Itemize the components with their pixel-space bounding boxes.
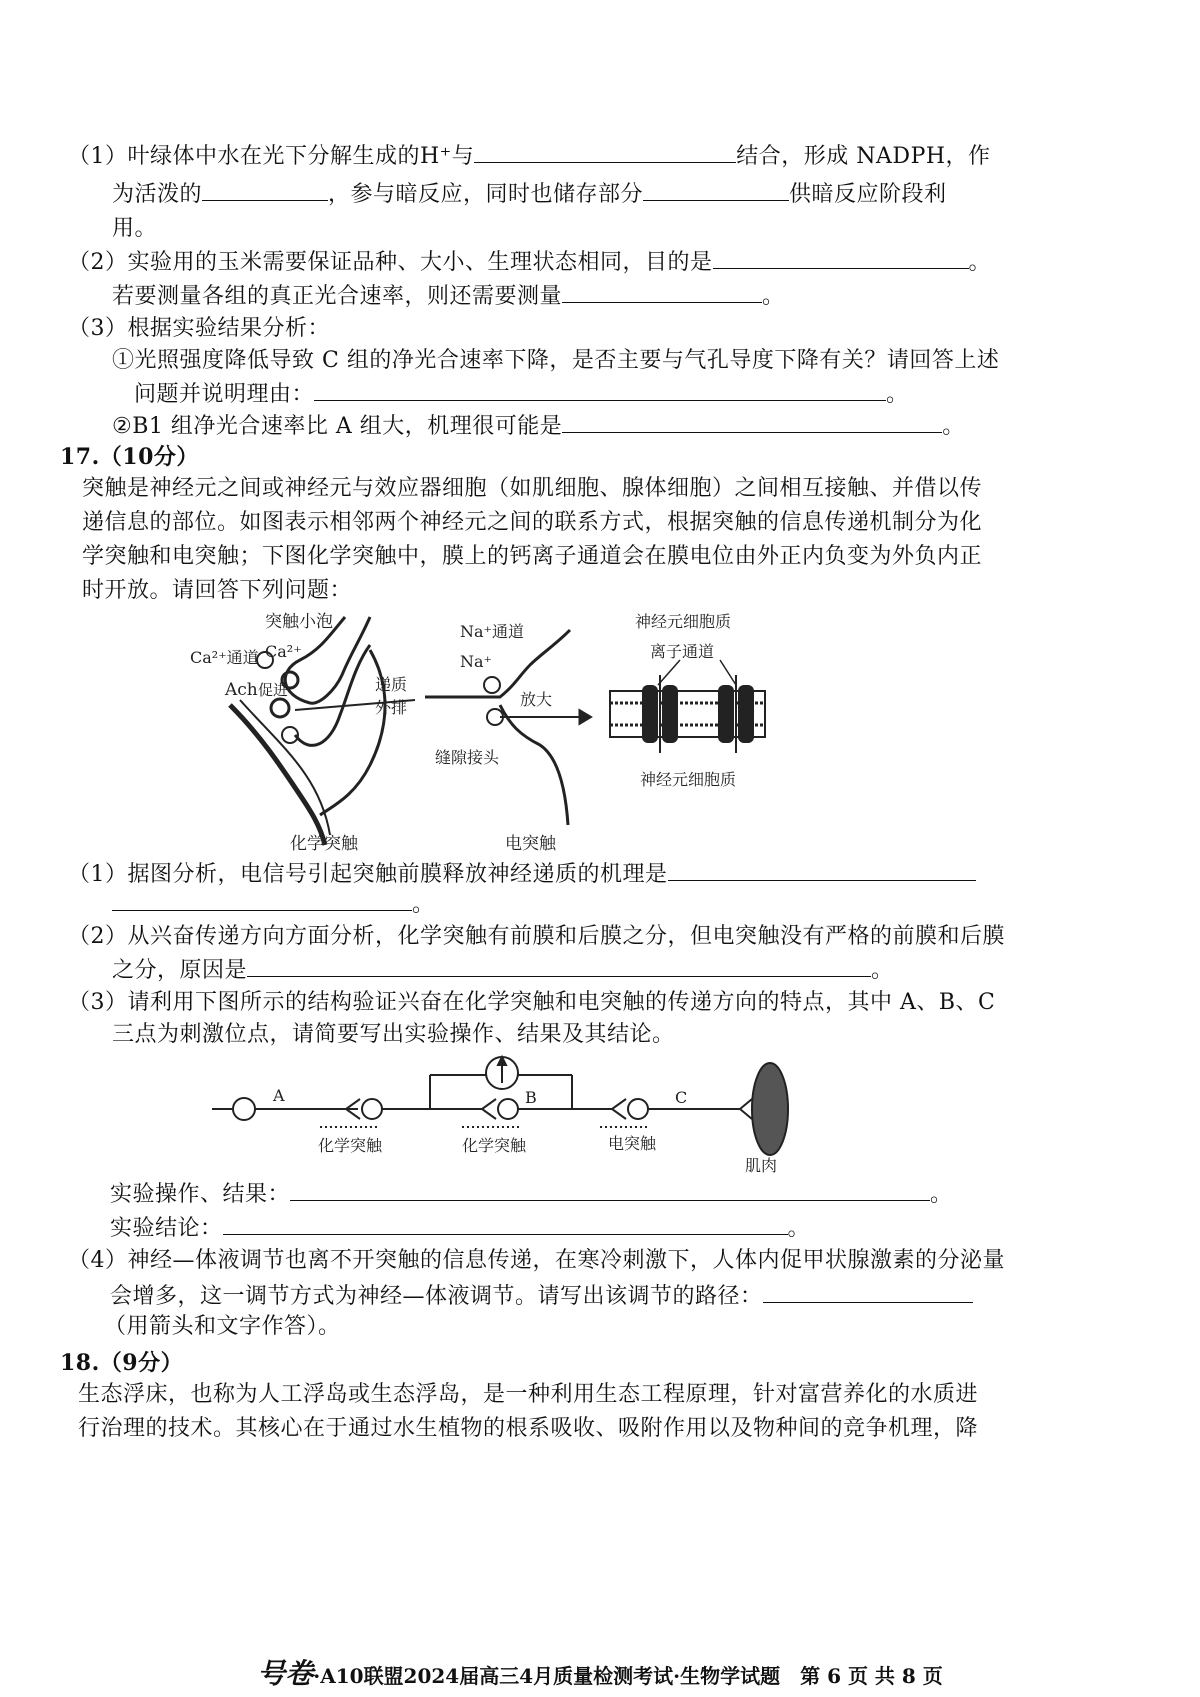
q16-p1-text-d: ，参与暗反应，同时也储存部分 xyxy=(328,182,644,207)
q17-intro-line3: 学突触和电突触；下图化学突触中，膜上的钙离子通道会在膜电位由外正内负变为外负内正 xyxy=(82,544,983,569)
chem-synapse-caption: 化学突触 xyxy=(290,834,358,854)
elec-gap-junction-label: 缝隙接头 xyxy=(435,748,500,767)
q17-answer2 xyxy=(110,1212,810,1244)
q16-p1-text-b: 结合，形成 NADPH，作 xyxy=(736,144,991,169)
elec-na-label: Na⁺ xyxy=(460,652,492,671)
q17-intro-line4: 时开放。请回答下列问题： xyxy=(82,578,353,603)
q16-p3-line1 xyxy=(68,314,330,344)
q16-p1-line3 xyxy=(112,214,157,244)
chem-ca-label: Ca²⁺ xyxy=(265,642,302,661)
q17-s2-line2 xyxy=(112,954,894,986)
q16-p3-text-a: （3）根据实验结果分析： xyxy=(68,316,330,341)
period: 。 xyxy=(942,414,965,439)
q17-s1-text: （1）据图分析，电信号引起突触前膜释放神经递质的机理是 xyxy=(68,862,668,887)
period: 。 xyxy=(412,892,435,917)
q16-p3-line2 xyxy=(112,346,999,376)
q17-intro-line2: 递信息的部位。如图表示相邻两个神经元之间的联系方式，根据突触的信息传递机制分为化 xyxy=(82,510,983,535)
answer-blank[interactable] xyxy=(763,1280,973,1303)
answer2-label: 实验结论： xyxy=(110,1216,223,1241)
answer-blank[interactable] xyxy=(562,280,762,303)
chem-release-label-1: 递质 xyxy=(375,675,408,694)
answer-blank[interactable] xyxy=(474,140,736,163)
q16-p3-line4 xyxy=(112,410,965,442)
q17-s2-text: 之分，原因是 xyxy=(112,958,248,983)
answer-blank[interactable] xyxy=(562,410,942,433)
q18-intro-line2: 行治理的技术。其核心在于通过水生植物的根系吸收、吸附作用以及物种间的竞争机理，降 xyxy=(78,1416,979,1441)
synapse-figure xyxy=(170,605,830,855)
q16-p1-text-e: 供暗反应阶段利 xyxy=(789,182,947,207)
q17-s4-line2 xyxy=(110,1280,973,1312)
footer-text: ·A10联盟2024届高三4月质量检测考试·生物学试题 第 6 页 共 8 页 xyxy=(313,1664,943,1688)
q18-intro-line1: 生态浮床，也称为人工浮岛或生态浮岛，是一种利用生态工程原理，针对富营养化的水质进 xyxy=(78,1382,979,1407)
q16-p2-line2 xyxy=(112,280,785,312)
q16-p1-text-a: （1）叶绿体中水在光下分解生成的H⁺与 xyxy=(68,144,475,169)
q16-p2-text-a: （2）实验用的玉米需要保证品种、大小、生理状态相同，目的是 xyxy=(68,250,713,275)
period: 。 xyxy=(930,1182,953,1207)
period: 。 xyxy=(871,958,894,983)
chem-promote-label: 促进 xyxy=(258,681,289,699)
synapse-label-2: 化学突触 xyxy=(462,1136,527,1155)
elec-na-channel-label: Na⁺通道 xyxy=(460,622,524,641)
period: 。 xyxy=(762,284,785,309)
q16-p2-text-b: 若要测量各组的真正光合速率，则还需要测量 xyxy=(112,284,563,309)
brand-logo: 号卷 xyxy=(257,1657,314,1690)
synapse-label-1: 化学突触 xyxy=(318,1136,383,1155)
q16-p1-text-f: 用。 xyxy=(112,216,158,241)
elec-synapse-caption: 电突触 xyxy=(505,834,556,854)
q17-s4-text: 会增多，这一调节方式为神经—体液调节。请写出该调节的路径： xyxy=(110,1284,763,1309)
mem-cytoplasm-bottom-label: 神经元细胞质 xyxy=(640,770,737,789)
q17-header: 17.（10分） xyxy=(60,444,199,470)
answer-blank[interactable] xyxy=(314,378,886,401)
neuron-chain-figure xyxy=(200,1045,800,1180)
mem-cytoplasm-top-label: 神经元细胞质 xyxy=(635,612,732,631)
q16-p3-text-b: ①光照强度降低导致 C 组的净光合速率下降，是否主要与气孔导度下降有关？请回答上述 xyxy=(112,348,1000,373)
membrane-channel-drawing xyxy=(610,660,765,753)
q17-s2-line1: （2）从兴奋传递方向方面分析，化学突触有前膜和后膜之分，但电突触没有严格的前膜和后膜 xyxy=(68,924,1006,949)
mem-ion-channel-label: 离子通道 xyxy=(650,642,715,661)
answer-blank[interactable] xyxy=(290,1178,930,1201)
point-b-label: B xyxy=(525,1088,537,1107)
q16-p3-text-c: 问题并说明理由： xyxy=(134,382,315,407)
period: 。 xyxy=(968,250,992,275)
q16-p3-line3 xyxy=(134,378,909,410)
answer-blank[interactable] xyxy=(223,1212,788,1235)
q16-p3-text-d: ②B1 组净光合速率比 A 组大，机理很可能是 xyxy=(112,414,563,439)
period: 。 xyxy=(787,1216,811,1241)
answer-blank[interactable] xyxy=(713,246,969,269)
q17-s3-line2: 三点为刺激位点，请简要写出实验操作、结果及其结论。 xyxy=(112,1022,675,1047)
answer-blank[interactable] xyxy=(643,178,789,201)
point-c-label: C xyxy=(675,1088,688,1107)
answer-blank[interactable] xyxy=(112,888,412,911)
answer-blank[interactable] xyxy=(668,858,976,881)
chem-ach-label: Ach xyxy=(225,680,258,700)
electrical-synapse-drawing xyxy=(425,630,590,825)
q17-intro-line1: 突触是神经元之间或神经元与效应器细胞（如肌细胞、腺体细胞）之间相互接触、并借以传 xyxy=(82,476,983,501)
muscle-shape xyxy=(752,1063,788,1155)
synapse-label-3: 电突触 xyxy=(608,1134,657,1153)
answer-blank[interactable] xyxy=(202,178,328,201)
q17-s3-line1: （3）请利用下图所示的结构验证兴奋在化学突触和电突触的传递方向的特点，其中 A、B、C xyxy=(68,990,996,1015)
q18-header: 18.（9分） xyxy=(60,1350,184,1376)
period: 。 xyxy=(886,382,909,407)
q16-p2-line1 xyxy=(68,246,991,278)
answer1-label: 实验操作、结果： xyxy=(110,1182,291,1207)
elec-amplify-label: 放大 xyxy=(520,690,553,709)
q16-p1-text-c: 为活泼的 xyxy=(112,182,203,207)
point-a-label: A xyxy=(273,1086,285,1105)
q17-s1-line2 xyxy=(112,888,435,920)
chem-release-label-2: 外排 xyxy=(375,698,408,717)
q16-p1-line1 xyxy=(68,140,991,172)
q17-s4-line3: （用箭头和文字作答）。 xyxy=(104,1314,341,1339)
chem-vesicle-label: 突触小泡 xyxy=(265,612,333,632)
q17-s4-line1: （4）神经—体液调节也离不开突触的信息传递，在寒冷刺激下，人体内促甲状腺激素的分泌量 xyxy=(68,1248,1006,1273)
page-footer xyxy=(0,1652,1200,1692)
q17-s1-line1 xyxy=(68,858,976,890)
muscle-label: 肌肉 xyxy=(745,1156,778,1175)
answer-blank[interactable] xyxy=(247,954,871,977)
q16-p1-line2 xyxy=(112,178,947,210)
q17-answer1 xyxy=(110,1178,953,1210)
chem-ca-channel-label: Ca²⁺通道 xyxy=(190,648,259,667)
